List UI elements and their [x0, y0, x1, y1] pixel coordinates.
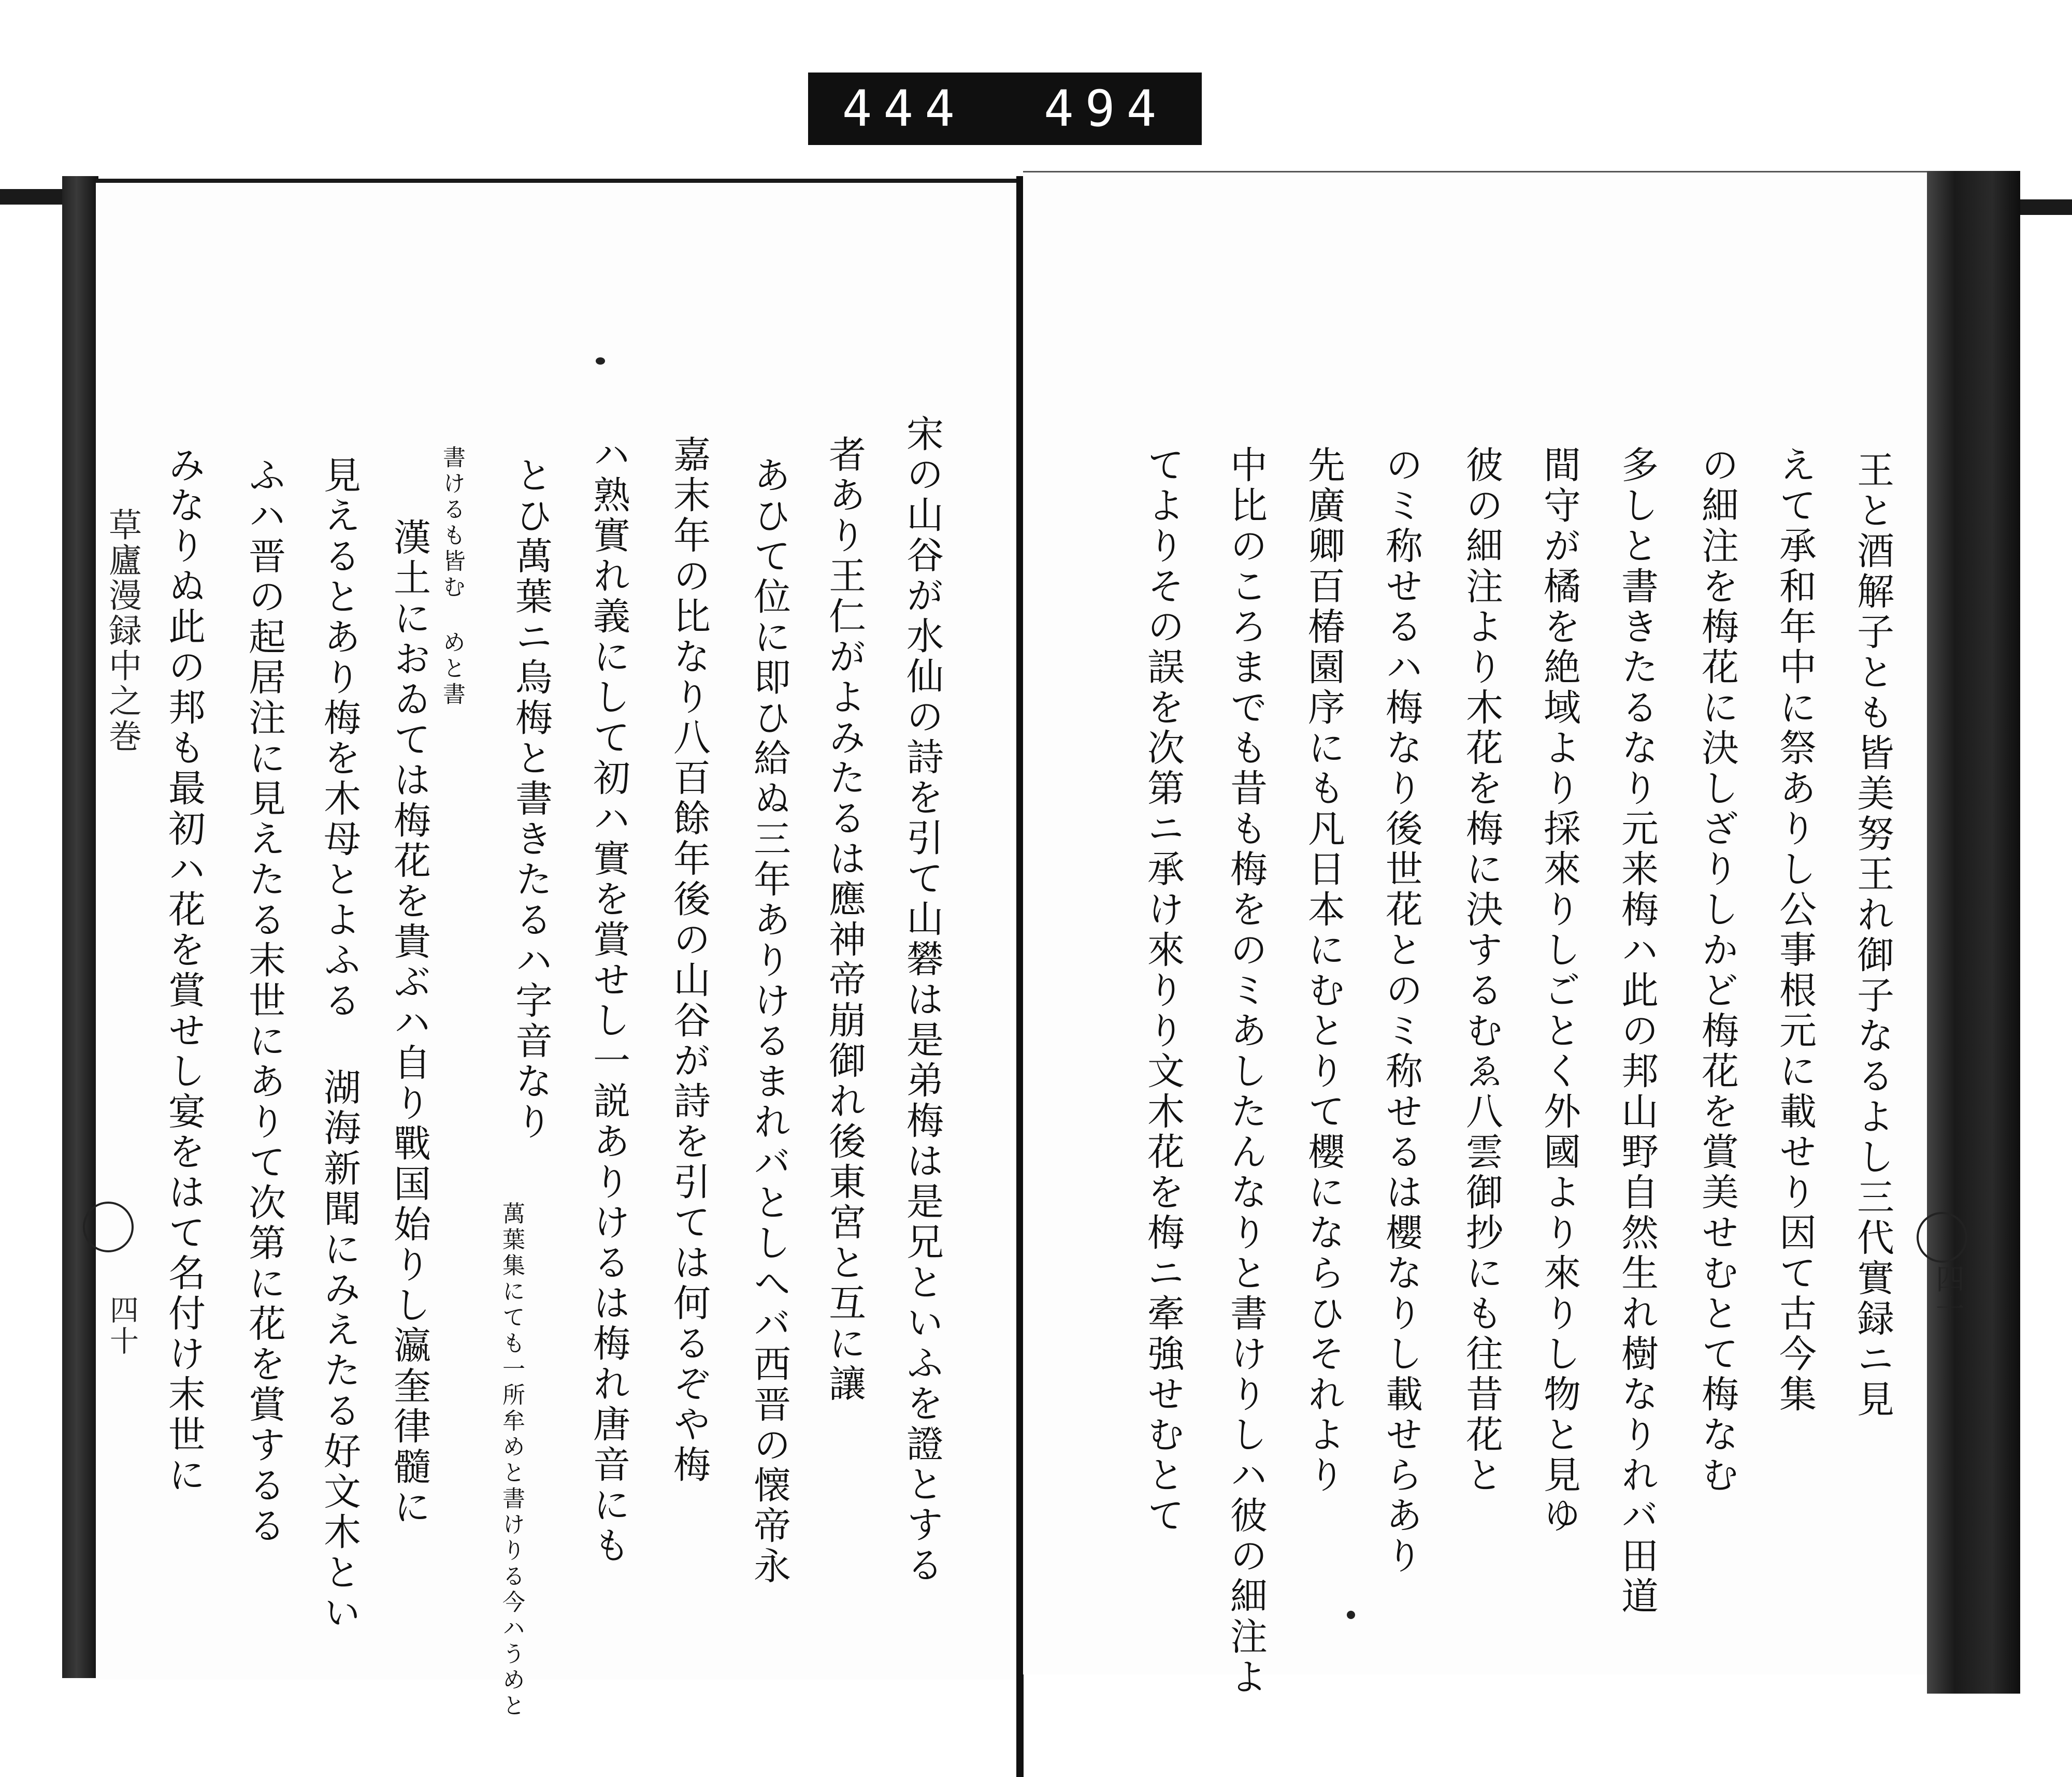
- left-column-9: 見えるとあり梅を木母とよふる 湖海新聞にみえたる好文木とい: [318, 456, 361, 1634]
- page-gutter: [1016, 176, 1024, 1777]
- left-page: [96, 179, 1018, 1680]
- left-folio: 四十: [105, 1295, 139, 1357]
- ink-speck: [1347, 1611, 1355, 1619]
- right-column-6: 彼の細注より木花を梅に決するむゑ八雲御抄にも往昔花と: [1460, 445, 1503, 1496]
- binding-hole-right: [1917, 1212, 1967, 1263]
- book-edge-right: [1927, 171, 2020, 1694]
- scan-label-left: 444: [842, 80, 966, 138]
- right-column-7: のミ称せるハ梅なり後世花とのミ称せるは櫻なりし載せらあり: [1379, 445, 1423, 1577]
- right-column-9: 中比のころまでも昔も梅をのミあしたんなりと書けりしハ彼の細注よ: [1224, 445, 1268, 1698]
- left-column-8: 漢土におゐては梅花を貴ぶハ自り戰国始りし瀛奎律髓に: [387, 518, 431, 1528]
- scan-label: [808, 73, 1202, 145]
- right-column-1: 王と酒解子とも皆美努王れ御子なるよし三代實録ニ見: [1851, 451, 1894, 1420]
- ink-speck: [596, 357, 605, 365]
- right-folio: 四十: [1931, 1264, 1965, 1326]
- right-column-10: てよりその誤を次第ニ承け來りり文木花を梅ニ牽強せむとて: [1141, 445, 1185, 1536]
- right-column-5: 間守が橘を絶域より採來りしごとく外國より來りし物と見ゆ: [1537, 445, 1581, 1536]
- left-note: 萬葉集にても一所牟めと書けりる今ハうめと: [498, 1202, 525, 1720]
- left-column-7: 書けるも皆む めと書: [439, 445, 465, 708]
- left-column-5: ハ熟實れ義にして初ハ實を賞せし一説ありけるは梅れ唐音にも: [587, 435, 630, 1566]
- right-column-4: 多しと書きたるなり元来梅ハ此の邦山野自然生れ樹なりれバ田道: [1615, 445, 1659, 1617]
- scan-label-right: 494: [1044, 80, 1168, 138]
- right-column-8: 先廣卿百椿園序にも凡日本にむとりて櫻にならひそれより: [1302, 445, 1345, 1496]
- left-column-4: 嘉末年の比なり八百餘年後の山谷が詩を引ては何るぞや梅: [667, 435, 711, 1485]
- running-title: 草廬漫録中之巻: [103, 508, 141, 754]
- binding-hole-left: [83, 1202, 134, 1252]
- left-column-1: 宋の山谷が水仙の詩を引て山礬は是弟梅は是兄といふを證とする: [900, 414, 944, 1586]
- left-column-11: みなりぬ此の邦も最初ハ花を賞せし宴をはて名付け末世に: [162, 445, 206, 1496]
- left-column-3: あひて位に即ひ給ぬ三年ありけるまれバとしへバ西晋の懐帝永: [747, 456, 791, 1587]
- book-edge-left: [62, 176, 98, 1678]
- left-column-6: とひ萬葉ニ烏梅と書きたるハ字音なり: [509, 456, 553, 1143]
- left-column-2: 者あり王仁がよみたるは應神帝崩御れ後東宮と互に讓: [823, 435, 866, 1405]
- left-column-10: ふハ晋の起居注に見えたる末世にありて次第に花を賞するる: [242, 456, 286, 1547]
- right-column-2: えて承和年中に祭ありし公事根元に載せり因て古今集: [1773, 445, 1817, 1415]
- right-column-3: の細注を梅花に決しざりしかど梅花を賞美せむとて梅なむ: [1695, 445, 1739, 1496]
